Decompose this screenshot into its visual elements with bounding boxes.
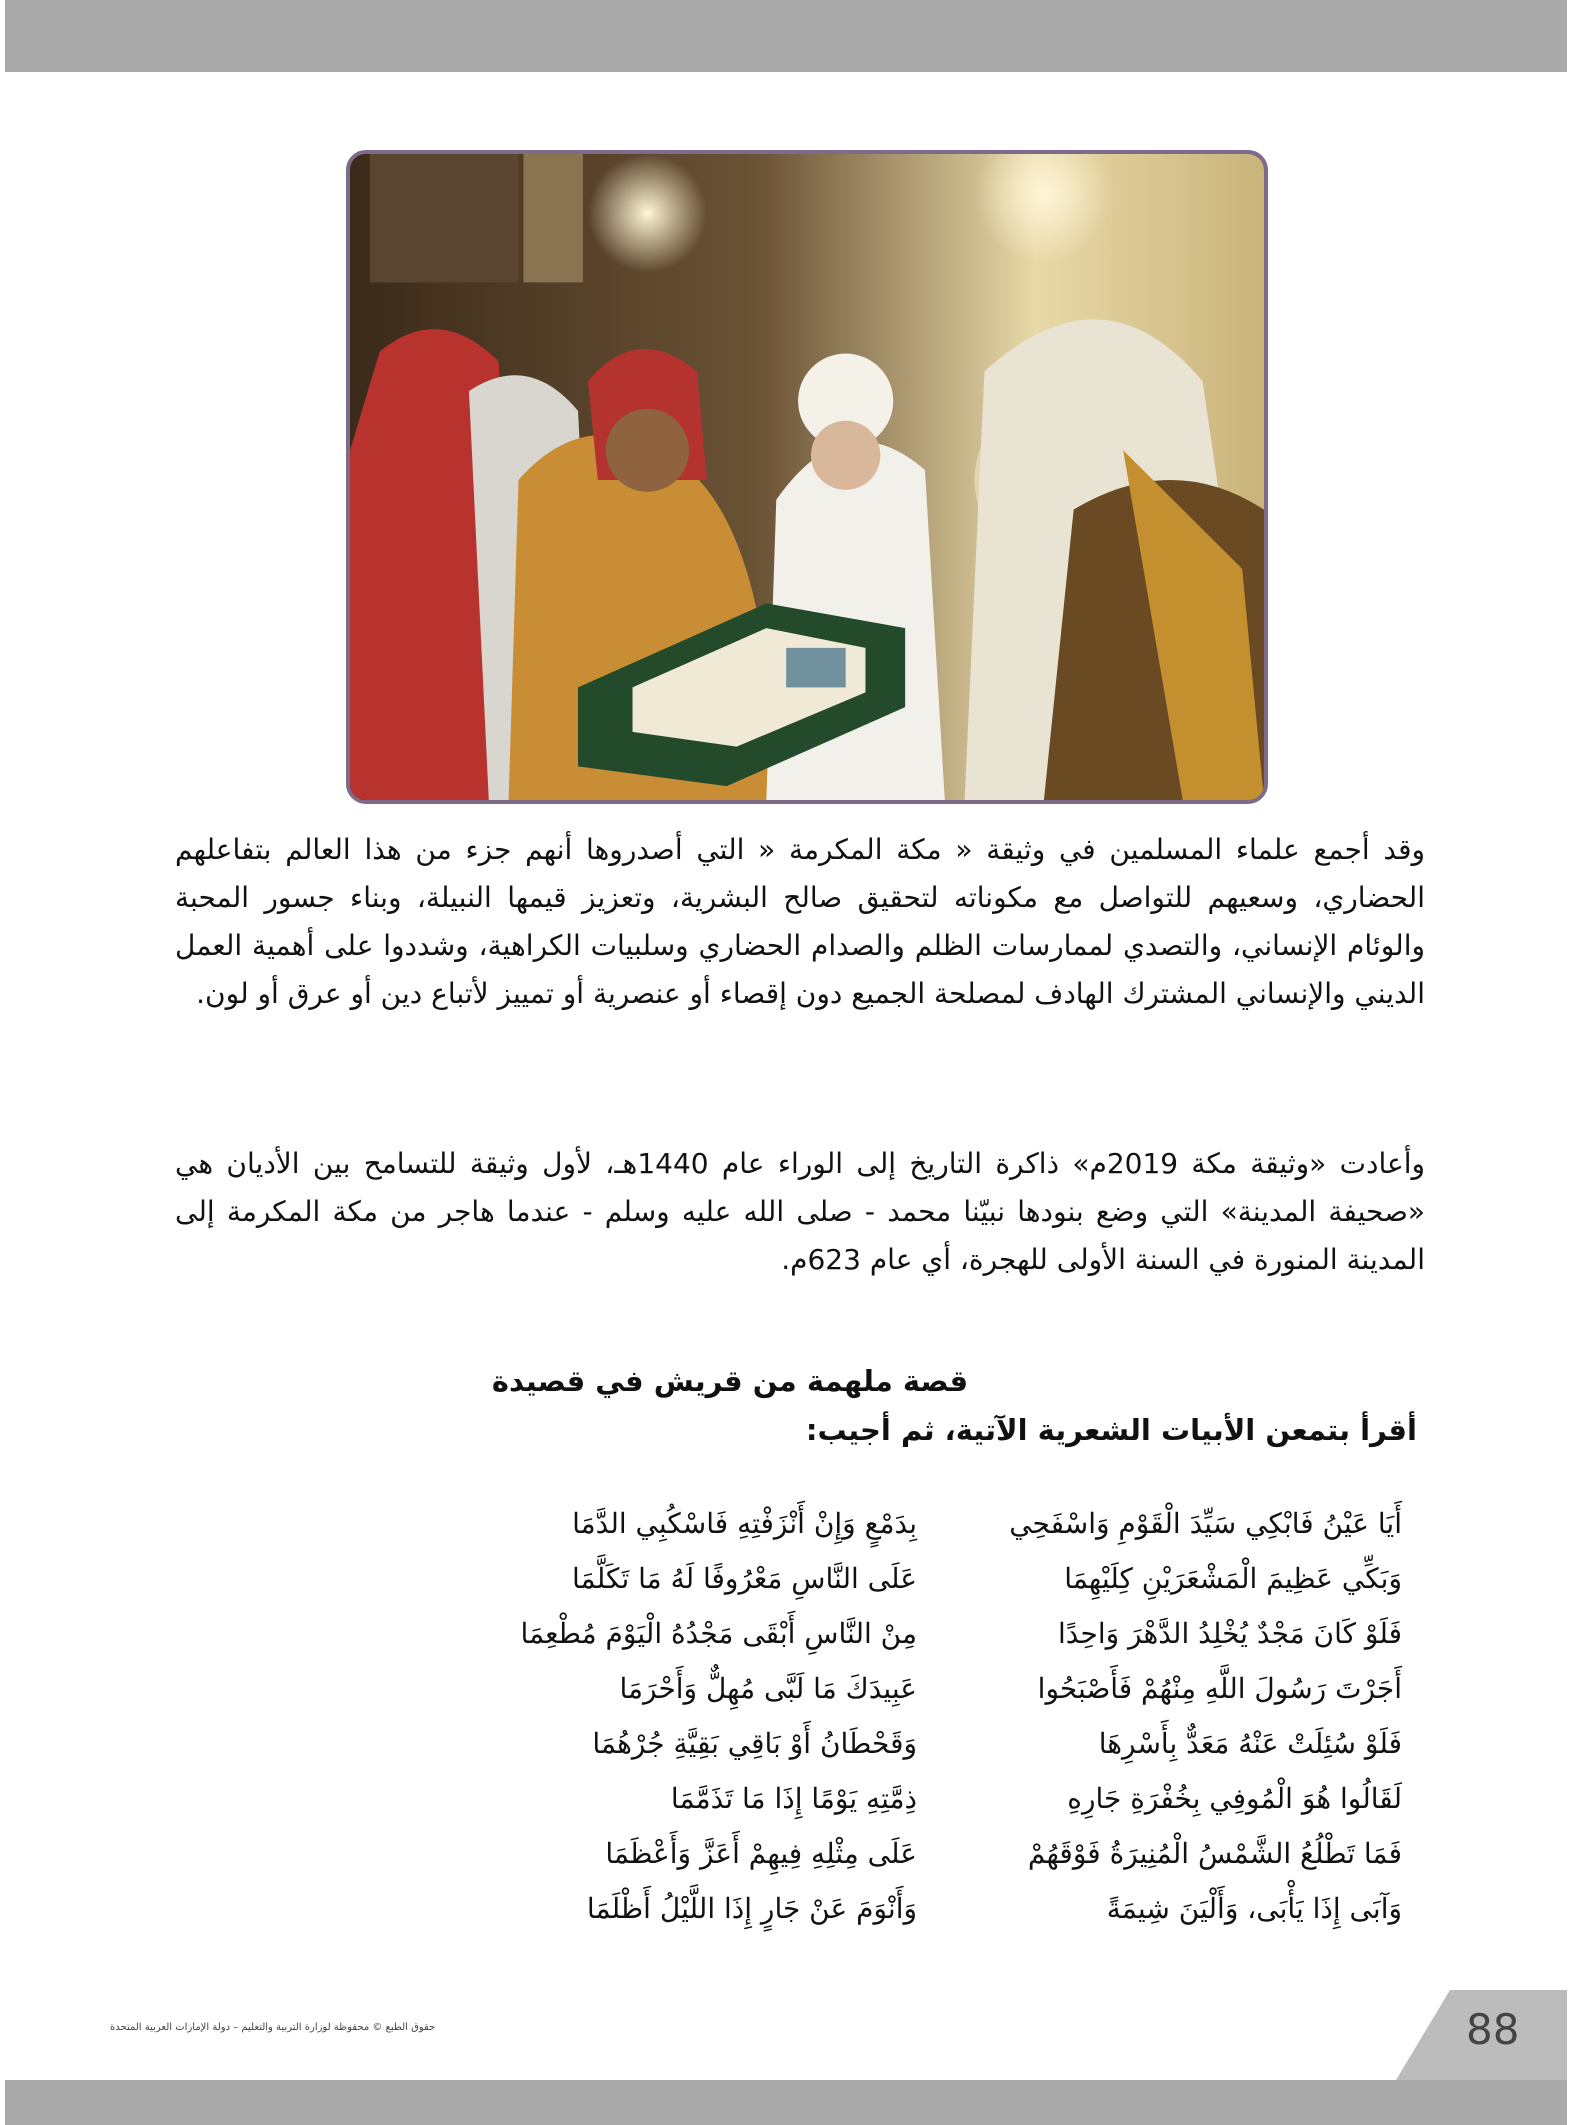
poem-line: أَجَرْتَ رَسُولَ اللَّهِ مِنْهُمْ فَأَصْبَحُوا: [1037, 1672, 1402, 1705]
footer-bar: [5, 2080, 1567, 2125]
poem-line: وَآبَى إِذَا يَأْبَى، وَأَلْيَنَ شِيمَةً: [1106, 1892, 1402, 1925]
poem-line: عَلَى النَّاسِ مَعْرُوفًا لَهُ مَا تَكَلَّمَا: [572, 1562, 917, 1595]
poem-line: أَيَا عَيْنُ فَابْكِي سَيِّدَ الْقَوْمِ وَاسْفَحِي: [1009, 1507, 1402, 1540]
poem-line: فَلَوْ سُئِلَتْ عَنْهُ مَعَدٌّ بِأَسْرِهَا: [1098, 1727, 1402, 1760]
poem-line: فَلَوْ كَانَ مَجْدٌ يُخْلِدُ الدَّهْرَ وَاحِدًا: [1058, 1617, 1402, 1650]
poem-first-hemistichs: [962, 1496, 1402, 1936]
poem-second-hemistichs: [477, 1496, 917, 1936]
poem-line: وَقَحْطَانُ أَوْ بَاقِي بَقِيَّةِ جُرْهُمَا: [592, 1727, 917, 1760]
page-number: 88: [1466, 2005, 1520, 2054]
paragraph-mecca-document: وقد أجمع علماء المسلمين في وثيقة « مكة المكرمة « التي أصدروها أنهم جزء من هذا العالم بتفاعلهم الحضاري، وسعيهم للتواصل مع مكوناته لتحقيق صالح البشرية، وتعزيز قيمها النبيلة، وبناء جسور المحبة والوئام الإنساني، والتصدي لممارسات الظلم والصدام الحضاري وسلبيات الكراهية، وشددوا على أهمية العمل الديني والإنساني المشترك الهادف لمصلحة الجميع دون إقصاء أو عنصرية أو تمييز لأتباع دين أو عرق أو لون.: [175, 833, 1425, 1010]
poem-line: عَبِيدَكَ مَا لَبَّى مُهِلٌّ وَأَحْرَمَا: [619, 1672, 917, 1705]
poem-line: عَلَى مِثْلِهِ فِيهِمْ أَعَزَّ وَأَعْظَمَا: [605, 1837, 917, 1870]
poem-line: فَمَا تَطْلُعُ الشَّمْسُ الْمُنِيرَةُ فَوْقَهُمْ: [1027, 1837, 1402, 1870]
header-bar: [5, 0, 1567, 72]
reading-instruction: أقرأ بتمعن الأبيات الشعرية الآتية، ثم أجيب:: [805, 1413, 1417, 1447]
poem-line: لَقَالُوا هُوَ الْمُوفِي بِخُفْرَةِ جَارِهِ: [1067, 1782, 1402, 1815]
photo-icon: [350, 154, 1264, 800]
paragraph-medina-charter: وأعادت «وثيقة مكة 2019م» ذاكرة التاريخ إلى الوراء عام 1440هـ، لأول وثيقة للتسامح بين الأديان هي «صحيفة المدينة» التي وضع بنودها نبيّنا محمد - صلى الله عليه وسلم - عندما هاجر من مكة المكرمة إلى المدينة المنورة في السنة الأولى للهجرة، أي عام 623م.: [175, 1147, 1425, 1276]
poem-line: مِنْ النَّاسِ أَبْقَى مَجْدُهُ الْيَوْمَ مُطْعِمَا: [520, 1617, 917, 1650]
poem-line: وَأَنْوَمَ عَنْ جَارٍ إِذَا اللَّيْلُ أَظْلَمَا: [586, 1892, 917, 1925]
ceremony-photo: [346, 150, 1268, 804]
poem-line: بِدَمْعٍ وَإِنْ أَنْزَفْتِهِ فَاسْكُبِي الدَّمَا: [572, 1507, 917, 1540]
copyright-notice: حقوق الطبع © محفوظة لوزارة التربية والتعليم – دولة الإمارات العربية المتحدة: [110, 2022, 436, 2033]
poem-line: ذِمَّتِهِ يَوْمًا إِذَا مَا تَذَمَّمَا: [670, 1782, 917, 1815]
section-heading: قصة ملهمة من قريش في قصيدة: [491, 1364, 969, 1398]
poem-line: وَبَكِّي عَظِيمَ الْمَشْعَرَيْنِ كِلَيْهِمَا: [1064, 1562, 1402, 1595]
